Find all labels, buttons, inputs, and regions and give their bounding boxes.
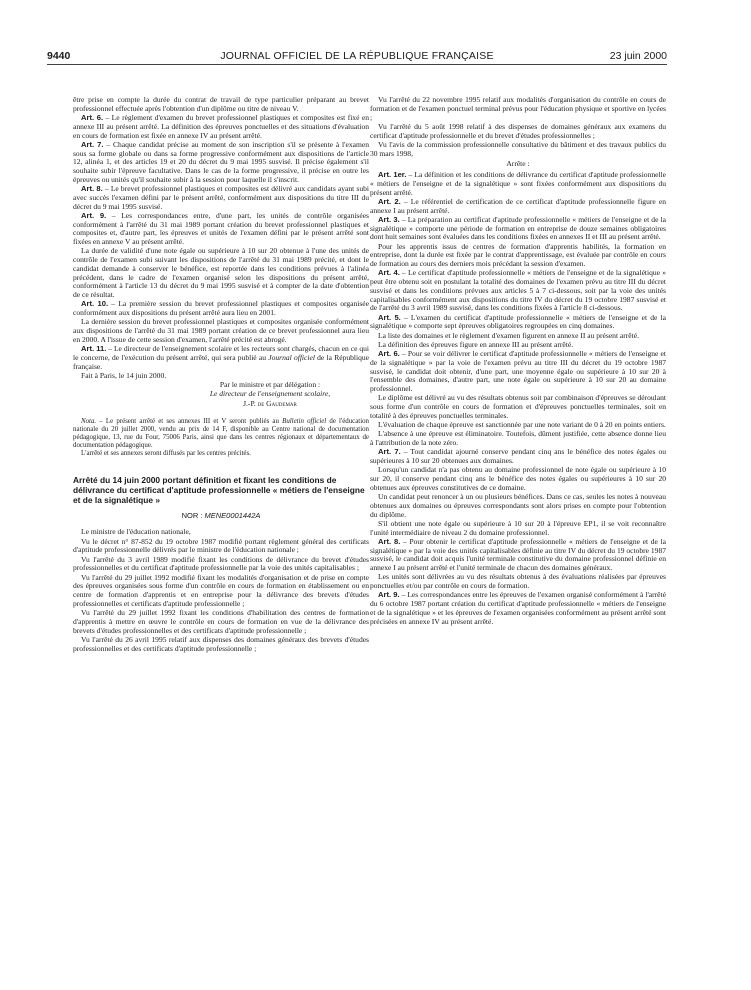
article-text: – La préparation au certificat d'aptitude professionnelle « métiers de l'enseigne et de la signalétique » comporte une période de formation en entreprise de douze semaines obligatoires dont huit semaines sont évaluées dans les conditions fixées en annexes II et III au présent arrêté. xyxy=(370,214,666,242)
article-4 xyxy=(370,269,666,313)
nota-label: Nota. xyxy=(81,418,97,426)
paragraph: L'absence à une épreuve est éliminatoire. Toutefois, dûment justifiée, cette absence donne lieu à l'attribution de la note zéro. xyxy=(370,429,666,447)
article-8 xyxy=(370,538,666,573)
bulletin-name: Bulletin officiel xyxy=(282,418,327,426)
article-text: – Le certificat d'aptitude professionnelle « métiers de l'enseigne et de la signalétique » peut être obtenu soit en postulant la totalité des domaines de l'examen prévu au titre III du décret susvisé et dans les conditions prévues aux articles 5 à 7 ci-dessous, soit par la voie des unités capitalisables conformément aux dispositions du titre IV du décret du 19 octobre 1987 susvisé et de l'arrêté du 3 avril 1989 susvisé, dans les conditions fixées à l'article 8 ci-dessous. xyxy=(370,268,666,313)
article-7 xyxy=(73,141,369,185)
issue-date: 23 juin 2000 xyxy=(609,50,667,62)
article-text: – Les correspondances entre les épreuves de l'examen organisé conformément à l'arrêté du 6 octobre 1987 portant création du certificat d'aptitude professionnelle « métiers de l'enseigne et de la signalétique » et les épreuves de l'examen organisées conformément au présent arrêté sont précisées en annexe IV au présent arrêté. xyxy=(370,590,666,626)
article-11 xyxy=(73,345,369,371)
article-2 xyxy=(370,198,666,216)
article-text: – Les correspondances entre, d'une part, les unités de contrôle organisées conformément à l'arrêté du 31 mai 1989 portant création du brevet professionnel plastiques et composites et, d'autre part, les épreuves et unités de l'examen défini par le présent arrêté sont fixées en annexe V au présent arrêté. xyxy=(73,210,369,246)
paragraph: Vu l'arrêté du 29 juillet 1992 modifié fixant les modalités d'organisation et de prise en compte des épreuves organisées sous forme d'un contrôle en cours de formation en établissement ou en centre de formation d'apprentis et en entreprise pour la délivrance des brevets d'études professionnelles et certificats d'aptitude professionnelle ; xyxy=(73,572,369,608)
journal-name: Journal officiel xyxy=(268,352,315,362)
article-label: Art. 1er. xyxy=(378,170,407,179)
article-text: – Tout candidat ajourné conserve pendant cinq ans le bénéfice des notes égales ou supérieures à 10 sur 20 obtenues aux domaines. xyxy=(370,447,666,465)
article-text: – Pour obtenir le certificat d'aptitude professionnelle « métiers de l'enseigne et de la signalétique » par la voie des unités capitalisables définie au titre IV du décret du 19 octobre 1987 susvisé, le candidat doit acquis l'unité terminale constitutive du domaine professionnel définie en annexe I au présent arrêté et l'unité terminale de chacun des domaines généraux. xyxy=(370,536,666,572)
paragraph: être prise en compte la durée du contrat de travail de type particulier préparant au brevet professionnel effectuée après l'obtention d'un diplôme ou titre de niveau V. xyxy=(73,95,369,113)
paragraph: Vu l'avis de la commission professionnelle consultative du bâtiment et des travaux publics du 30 mars 1998, xyxy=(370,139,666,158)
article-text: – Le directeur de l'enseignement scolaire et les recteurs sont chargés, chacun en ce qui le concerne, de l'exécution du présent arrêté, qui sera publié au xyxy=(73,344,369,362)
paragraph: Vu l'arrêté du 29 juillet 1992 fixant les conditions d'habilitation des centres de formation d'apprentis à mettre en œuvre le contrôle en cours de formation en vue de la délivrance des brevets d'études professionnelles et des certificats d'aptitude professionnelle ; xyxy=(73,608,369,635)
article-10 xyxy=(73,300,369,318)
paragraph: S'il obtient une note égale ou supérieure à 10 sur 20 à l'épreuve EP1, il se voit reconnaître l'unité intermédiaire de niveau 2 du domaine professionnel. xyxy=(370,518,666,537)
article-label: Art. 11. xyxy=(81,344,107,353)
signatory-name: J.-P. de Gaudemar xyxy=(243,398,297,408)
article-text: – Chaque candidat précise au moment de son inscription s'il se présente à l'examen sous sa forme globale ou dans sa forme progressive conformément aux dispositions de l'article 12, alinéa 1, et des articles 19 et 20 du décret du 9 mai 1995 susvisé. Il précise également s'il souhaite subir l'épreuve facultative. Dans le cas de la forme progressive, il précise en outre les épreuves ou unités qu'il souhaite subir à la session pour laquelle il s'inscrit. xyxy=(73,139,369,184)
nota-block xyxy=(73,418,369,458)
paragraph: Vu l'arrêté du 26 avril 1995 relatif aux dispenses des domaines généraux des brevets d'études professionnelles et des certificats d'aptitude professionnelle ; xyxy=(73,634,369,653)
article-1 xyxy=(370,171,666,197)
article-label: Art. 6. xyxy=(378,349,400,358)
article-label: Art. 2. xyxy=(378,196,401,206)
article-label: Art. 9. xyxy=(81,210,107,220)
article-text: – Le règlement d'examen du brevet professionnel plastiques et composites est fixé en annexe III au présent arrêté. La définition des épreuves ponctuelles et des situations d'évaluation en cours de formation est fixée en annexe IV au présent arrêté. xyxy=(73,113,369,140)
page-header xyxy=(47,50,667,65)
nota-text: de l'éducation nationale du 20 juillet 2000, vendu au prix de 14 F, disponible au Centre national de documentation pédagogique, 13, rue du Four, 75006 Paris, ainsi que dans les centres régionaux et départementaux de documentation pédagogique. xyxy=(73,418,370,450)
paragraph: Vu l'arrêté du 22 novembre 1995 relatif aux modalités d'organisation du contrôle en cours de formation et de l'examen ponctuel terminal prévus pour l'éducation physique et sportive en lycées ; xyxy=(370,95,666,122)
article-label: Art. 7. xyxy=(81,139,104,149)
article-label: Art. 8. xyxy=(378,536,401,546)
article-3 xyxy=(370,216,666,242)
done-at: Fait à Paris, le 14 juin 2000. xyxy=(81,370,167,380)
nota-paragraph: L'arrêté et ses annexes seront diffusés par les centres précités. xyxy=(81,450,251,458)
article-label: Art. 6. xyxy=(81,113,104,122)
article-text: – L'examen du certificat d'aptitude professionnelle « métiers de l'enseigne et de la signalétique » comporte sept épreuves obligatoires regroupées en cinq domaines. xyxy=(370,312,666,331)
decree-title: Arrêté du 14 juin 2000 portant définition et fixant les conditions de délivrance du certificat d'aptitude professionnelle « métiers de l'enseigne et de la signalétique » xyxy=(73,475,365,505)
nor-code: MENE0001442A xyxy=(204,510,261,520)
arrete-heading: Arrête : xyxy=(506,159,530,169)
journal-title: JOURNAL OFFICIEL DE LA RÉPUBLIQUE FRANÇAISE xyxy=(220,50,494,62)
article-label: Art. 4. xyxy=(378,268,400,278)
article-text: – Le brevet professionnel plastiques et composites est délivré aux candidats ayant subi avec succès l'examen défini par le présent arrêté, conformément aux dispositions du titre III du décret du 9 mai 1995 susvisé. xyxy=(73,184,369,211)
paragraph: Les unités sont délivrées au vu des résultats obtenus à des évaluations réalisées par épreuves ponctuelles et/ou par contrôle en cours de formation. xyxy=(370,572,666,590)
paragraph: La dernière session du brevet professionnel plastiques et composites organisée conformément aux dispositions de l'arrêté du 31 mai 1989 portant création de ce brevet professionnel aura lieu en 2000. A l'issue de cette session d'examen, l'arrêté précité est abrogé. xyxy=(73,317,369,344)
paragraph: Lorsqu'un candidat n'a pas obtenu au domaine professionnel de note égale ou supérieure à 10 sur 20, il conserve pendant cinq ans le bénéfice des notes égales ou supérieures à 10 sur 20 obtenues aux épreuves constitutives de ce domaine. xyxy=(370,465,666,492)
article-9 xyxy=(370,591,666,626)
paragraph: Vu l'arrêté du 5 août 1998 relatif à des dispenses de domaines généraux aux examens du certificat d'aptitude professionnelle et du brevet d'études professionnelles ; xyxy=(370,121,666,140)
paragraph: La durée de validité d'une note égale ou supérieure à 10 sur 20 obtenue à l'une des unités de contrôle de l'examen subi suivant les dispositions de l'arrêté du 31 mai 1989 précité, et dont le candidat demande à conserver le bénéfice, est reportée dans les conditions prévues à l'alinéa précédent, dans le cadre de l'examen organisé selon les dispositions du présent arrêté, conformément à l'article 13 du décret du 9 mai 1995 susvisé et à compter de la date d'obtention de ce résultat. xyxy=(73,246,369,299)
paragraph: Pour les apprentis issus de centres de formation d'apprentis habilités, la formation en entreprise, dont la durée est fixée par le contrat d'apprentissage, est évaluée par contrôle en cours de formation au cours des derniers mois précédant la session d'examen. xyxy=(370,241,666,268)
article-text: – La définition et les conditions de délivrance du certificat d'aptitude professionnelle « métiers de l'enseigne et de la signalétique » sont fixées conformément aux dispositions du présent arrêté. xyxy=(370,170,667,197)
article-label: Art. 3. xyxy=(378,214,400,224)
article-8 xyxy=(73,185,369,211)
paragraph: Le diplôme est délivré au vu des résultats obtenus soit par combinaison d'épreuves se déroulant sous forme d'un contrôle en cours de formation et d'épreuves ponctuelles terminales, soit en totalité à des épreuves ponctuelles terminales. xyxy=(370,393,666,420)
signature-title: Le directeur de l'enseignement scolaire, xyxy=(209,389,331,399)
article-label: Art. 5. xyxy=(378,312,401,322)
nota-paragraph xyxy=(73,418,369,450)
left-column xyxy=(73,96,369,654)
right-column xyxy=(370,96,666,627)
paragraph: Le ministre de l'éducation nationale, xyxy=(81,527,191,537)
article-label: Art. 8. xyxy=(81,184,103,193)
article-label: Art. 9. xyxy=(378,590,400,600)
article-text: – Le référentiel de certification de ce certificat d'aptitude professionnelle figure en annexe I au présent arrêté. xyxy=(370,196,666,215)
article-5 xyxy=(370,314,666,332)
article-text: – La première session du brevet professionnel plastiques et composites organisée conformément aux dispositions du présent arrêté aura lieu en 2001. xyxy=(73,299,369,317)
paragraph: Vu l'arrêté du 3 avril 1989 modifié fixant les conditions de délivrance du brevet d'études professionnelles et du certificat d'aptitude professionnelle par la voie des unités capitalisables ; xyxy=(73,554,369,573)
article-9 xyxy=(73,212,369,247)
article-text: de la République française. xyxy=(73,352,369,371)
article-7 xyxy=(370,448,666,466)
article-label: Art. 10. xyxy=(81,299,109,309)
paragraph: Vu le décret n° 87-852 du 19 octobre 1987 modifié portant règlement général des certificats d'aptitude professionnelle délivrés par le ministre de l'éducation nationale ; xyxy=(73,536,369,555)
nor-label: NOR : xyxy=(181,510,205,520)
article-6 xyxy=(370,350,666,394)
page-number: 9440 xyxy=(47,50,71,62)
paragraph: La définition des épreuves figure en annexe III au présent arrêté. xyxy=(378,339,574,349)
paragraph: Un candidat peut renoncer à un ou plusieurs bénéfices. Dans ce cas, seules les notes à nouveau obtenues aux domaines ou épreuves correspondants sont alors prises en compte pour l'obtention du diplôme. xyxy=(370,492,666,519)
nota-text: – Le présent arrêté et ses annexes III et V seront publiés au xyxy=(96,418,283,426)
signature-line: Par le ministre et par délégation : xyxy=(219,380,321,389)
paragraph: L'évaluation de chaque épreuve est sanctionnée par une note variant de 0 à 20 en points entiers. xyxy=(378,420,666,429)
article-text: – Pour se voir délivrer le certificat d'aptitude professionnelle « métiers de l'enseigne et de la signalétique » par la voie de l'examen prévu au titre III du décret du 19 octobre 1987 susvisé, le candidat doit obtenir, d'une part, une moyenne égale ou supérieure à 10 sur 20 à l'ensemble des domaines, d'autre part, une note égale ou supérieure à 10 sur 20 au domaine professionnel. xyxy=(370,349,666,393)
article-label: Art. 7. xyxy=(378,447,401,457)
paragraph: La liste des domaines et le règlement d'examen figurent en annexe II au présent arrêté. xyxy=(378,330,639,340)
article-6 xyxy=(73,114,369,140)
nor-reference xyxy=(73,512,369,521)
